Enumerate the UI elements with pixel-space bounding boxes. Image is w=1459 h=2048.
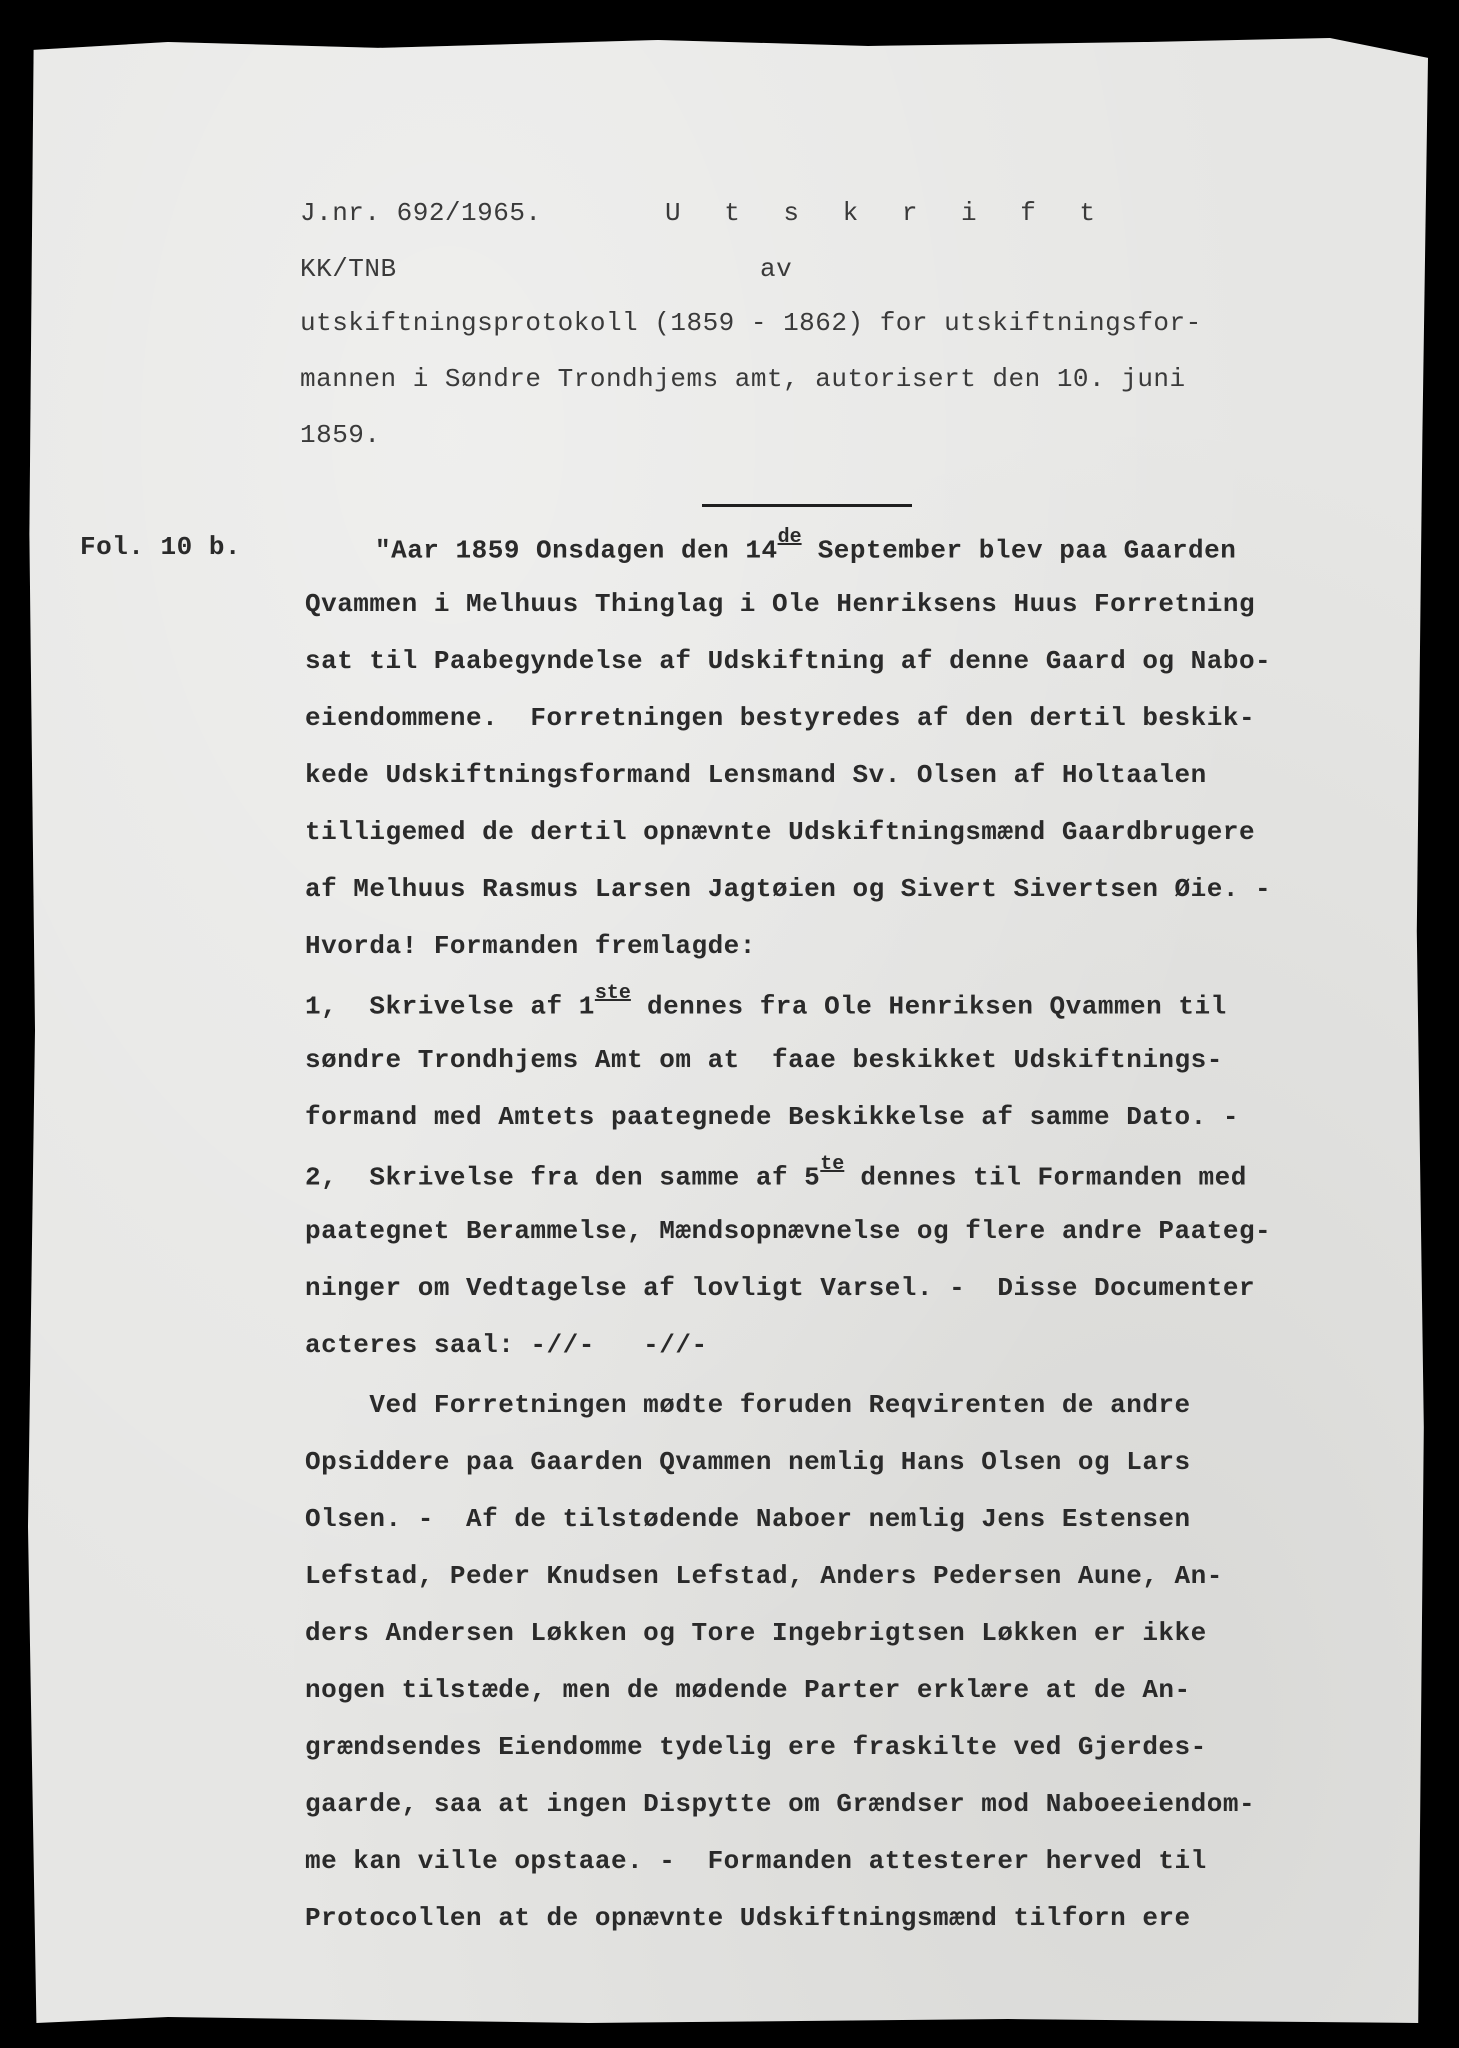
- body-line-6: tilligemed de dertil opnævnte Udskiftningsmænd Gaardbrugere: [305, 817, 1256, 847]
- body-line-5: kede Udskiftningsformand Lensmand Sv. Olsen af Holtaalen: [305, 760, 1207, 790]
- body-line-24: me kan ville opstaae. - Formanden attesterer herved til: [305, 1846, 1207, 1876]
- journal-number: J.nr. 692/1965.: [300, 198, 542, 228]
- body-line-22: grændsendes Eiendomme tydelig ere fraskilte ved Gjerdes-: [305, 1732, 1207, 1762]
- document-title: U t s k r i f t: [665, 198, 1110, 228]
- header-line-4: mannen i Søndre Trondhjems amt, autorisert den 10. juni: [300, 364, 1186, 394]
- body-line-2: Qvammen i Melhuus Thinglag i Ole Henriksens Huus Forretning: [305, 589, 1256, 619]
- header-line-3: utskiftningsprotokoll (1859 - 1862) for utskiftningsfor-: [300, 308, 1202, 338]
- body-line-9b: dennes fra Ole Henriksen Qvammen til: [630, 991, 1227, 1022]
- body-line-12b: dennes til Formanden med: [844, 1162, 1247, 1193]
- separator-rule: [702, 504, 912, 507]
- body-line-21: nogen tilstæde, men de mødende Parter erklære at de An-: [305, 1675, 1191, 1705]
- body-line-17: Opsiddere paa Gaarden Qvammen nemlig Hans Olsen og Lars: [305, 1447, 1191, 1477]
- body-line-3: sat til Paabegyndelse af Udskiftning af denne Gaard og Nabo-: [305, 646, 1272, 676]
- body-line-16: Ved Forretningen mødte foruden Reqvirenten de andre: [305, 1390, 1191, 1420]
- body-line-1a: "Aar 1859 Onsdagen den 14: [375, 535, 778, 566]
- body-line-1: [375, 526, 1237, 566]
- body-line-14: ninger om Vedtagelse af lovligt Varsel. - Disse Documenter: [305, 1273, 1256, 1303]
- body-line-25: Protocollen at de opnævnte Udskiftningsmænd tilforn ere: [305, 1903, 1191, 1933]
- body-line-4: eiendommene. Forretningen bestyredes af den dertil beskik-: [305, 703, 1256, 733]
- body-line-20: ders Andersen Løkken og Tore Ingebrigtsen Løkken er ikke: [305, 1618, 1207, 1648]
- body-line-8: Hvorda! Formanden fremlagde:: [305, 931, 756, 961]
- body-line-13: paategnet Berammelse, Mændsopnævnelse og flere andre Paateg-: [305, 1216, 1272, 1246]
- body-line-10: søndre Trondhjems Amt om at faae beskikket Udskiftnings-: [305, 1045, 1223, 1075]
- reference-code: KK/TNB: [300, 254, 397, 284]
- superscript-te: te: [820, 1153, 845, 1176]
- title-av: av: [760, 254, 793, 284]
- body-line-23: gaarde, saa at ingen Dispytte om Grændser mod Naboeeiendom-: [305, 1789, 1256, 1819]
- body-line-9: [305, 982, 1227, 1022]
- body-line-12: [305, 1153, 1247, 1193]
- body-line-18: Olsen. - Af de tilstødende Naboer nemlig Jens Estensen: [305, 1504, 1191, 1534]
- body-line-12a: 2, Skrivelse fra den samme af 5: [305, 1162, 821, 1193]
- body-line-19: Lefstad, Peder Knudsen Lefstad, Anders Pedersen Aune, An-: [305, 1561, 1223, 1591]
- superscript-ste: ste: [594, 982, 631, 1005]
- body-line-1b: September blev paa Gaarden: [801, 535, 1237, 566]
- body-line-9a: 1, Skrivelse af 1: [305, 991, 595, 1022]
- body-line-11: formand med Amtets paategnede Beskikkelse af samme Dato. -: [305, 1102, 1239, 1132]
- body-line-15: acteres saal: -//- -//-: [305, 1330, 708, 1360]
- body-line-7: af Melhuus Rasmus Larsen Jagtøien og Sivert Sivertsen Øie. -: [305, 874, 1272, 904]
- header-line-5: 1859.: [300, 420, 381, 450]
- superscript-de: de: [777, 526, 802, 549]
- folio-note: Fol. 10 b.: [80, 532, 242, 562]
